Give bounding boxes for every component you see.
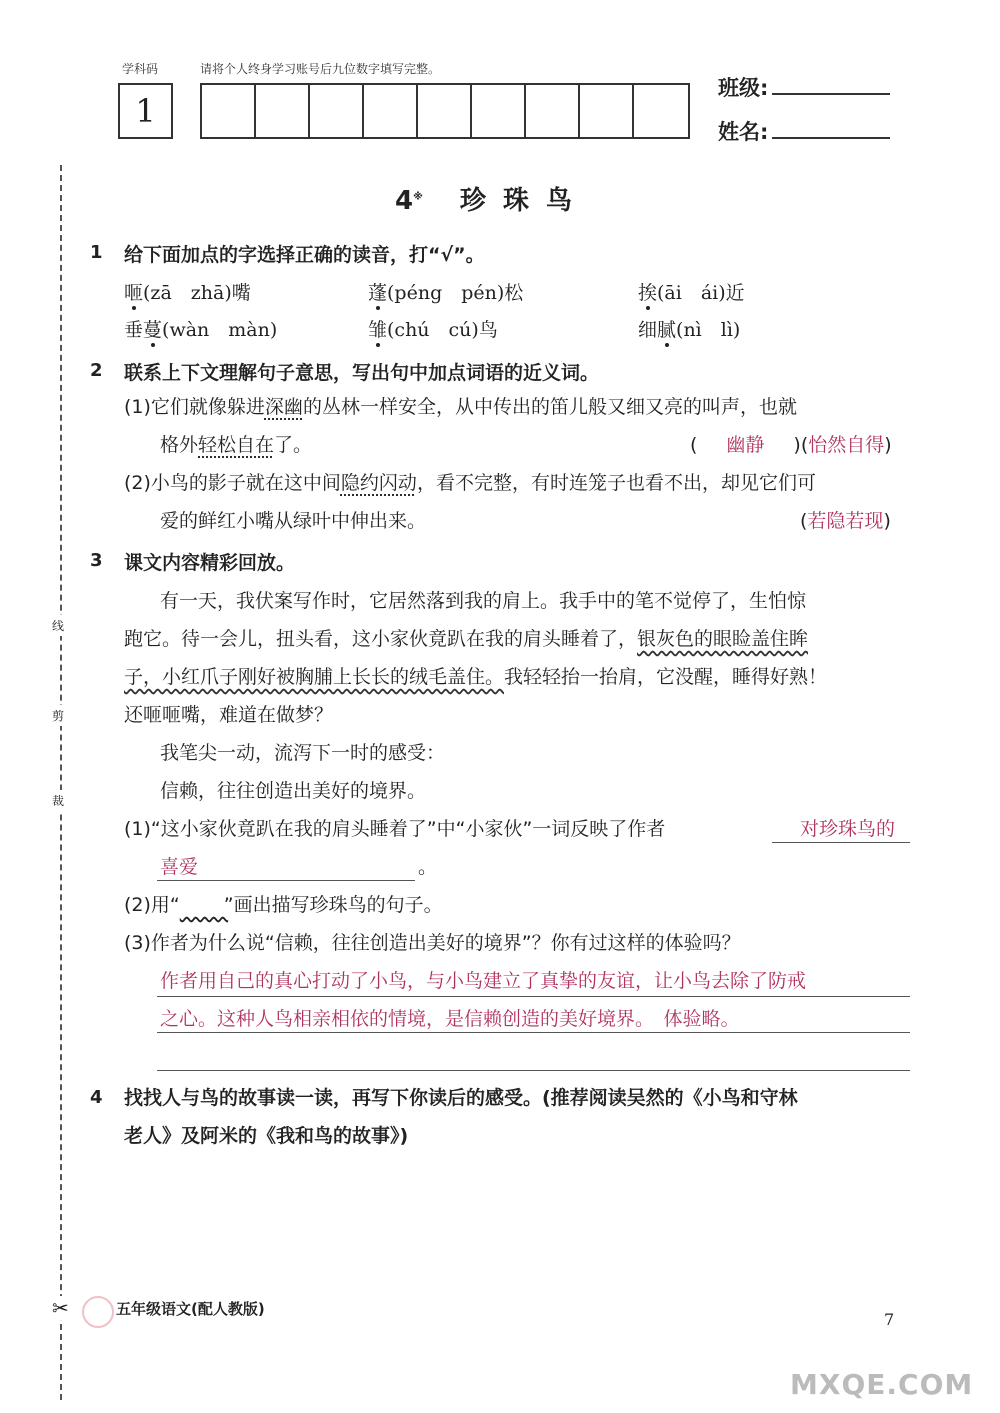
pinyin-options: (zā zhā) [143, 282, 232, 304]
name-field[interactable] [772, 137, 890, 139]
question-prompt: 给下面加点的字选择正确的读音，打“√”。 [124, 244, 485, 266]
sub-question-3: (3)作者为什么说“信赖，往往创造出美好的境界”？你有过这样的体验吗？ [124, 932, 741, 954]
answer-2: 怡然自得 [808, 434, 885, 456]
dotted-char: 咂 [124, 282, 144, 304]
sentence-1-cont: 格外轻松自在了。 [160, 434, 313, 456]
scissors-icon: ✂ [52, 1296, 69, 1320]
sub-question-1-end: 。 [418, 856, 438, 878]
question-number: 2 [90, 360, 103, 381]
digit-box[interactable] [256, 85, 310, 139]
digit-box[interactable] [580, 85, 634, 139]
question-prompt: 课文内容精彩回放。 [124, 552, 296, 574]
subject-code-box[interactable]: 1 [118, 83, 173, 139]
pinyin-options: (chú cú) [387, 319, 479, 341]
sub-answer-1b: 喜爱 [160, 856, 199, 878]
question-prompt: 找找人与鸟的故事读一读，再写下你读后的感受。(推荐阅读吴然的《小鸟和守林 [124, 1087, 798, 1109]
wavy-underlined-sentence: 银灰色的眼睑盖住眸 [637, 628, 809, 650]
answer-blanks-1[interactable]: ( 幽静 )(怡然自得) [690, 430, 892, 460]
question-number: 3 [90, 550, 103, 571]
dotted-char: 蓬 [368, 282, 388, 304]
answer-line[interactable] [157, 880, 415, 881]
pinyin-item[interactable]: 蓬(péng pén)松 [368, 282, 524, 304]
answer-line[interactable] [157, 996, 910, 997]
pinyin-item[interactable]: 挨(āi ái)近 [638, 282, 745, 304]
class-label: 班级: [718, 76, 769, 100]
sentence-2-cont: 爱的鲜红小嘴从绿叶中伸出来。 [160, 510, 427, 532]
answer-line[interactable] [157, 1032, 910, 1033]
answer-1: 幽静 [726, 434, 765, 456]
lesson-mark: ※ [413, 191, 423, 203]
passage-line: 子，小红爪子刚好被胸脯上长长的绒毛盖住。我轻轻抬一抬肩，它没醒，睡得好熟！ [124, 666, 828, 688]
dotted-char: 腻 [657, 319, 677, 341]
dotted-word: 轻松自在 [198, 434, 275, 456]
digit-box[interactable] [472, 85, 526, 139]
passage-line: 还咂咂嘴，难道在做梦？ [124, 704, 334, 726]
question-number: 1 [90, 242, 103, 263]
class-field[interactable] [772, 93, 890, 95]
digit-box[interactable] [634, 85, 688, 139]
question-prompt: 联系上下文理解句子意思，写出句中加点词语的近义词。 [124, 362, 600, 384]
answer-blank-2[interactable]: (若隐若现) [800, 510, 891, 532]
dotted-word: 隐约闪动 [340, 472, 417, 494]
passage-line: 信赖，往往创造出美好的境界。 [160, 780, 427, 802]
wavy-line-sample [180, 890, 224, 920]
lesson-number: 4 [395, 186, 414, 216]
name-label: 姓名: [718, 120, 769, 144]
sub-answer-3-line1: 作者用自己的真心打动了小鸟，与小鸟建立了真挚的友谊，让小鸟去除了防戒 [160, 970, 807, 992]
pinyin-options: (nì lì) [676, 319, 741, 341]
dotted-char: 挨 [638, 282, 658, 304]
question-number: 4 [90, 1087, 103, 1108]
lesson-name: 珍 珠 鸟 [459, 186, 576, 216]
passage-line: 跑它。待一会儿，扭头看，这小家伙竟趴在我的肩头睡着了，银灰色的眼睑盖住眸 [124, 628, 809, 650]
sub-question-2: (2)用“ ”画出描写珍珠鸟的句子。 [124, 890, 443, 920]
pinyin-options: (āi ái) [657, 282, 726, 304]
pinyin-item[interactable]: 雏(chú cú)鸟 [368, 319, 498, 341]
page-number: 7 [884, 1310, 895, 1329]
dotted-char: 雏 [368, 319, 388, 341]
passage-line: 有一天，我伏案写作时，它居然落到我的肩上。我手中的笔不觉停了，生怕惊 [160, 590, 807, 612]
account-digit-boxes [200, 83, 690, 139]
pinyin-item[interactable]: 咂(zā zhā)嘴 [124, 282, 251, 304]
answer-3: 若隐若现 [807, 510, 884, 532]
dotted-char: 蔓 [143, 319, 163, 341]
cut-line [60, 165, 62, 1400]
pinyin-item[interactable]: 细腻(nì lì) [638, 319, 741, 341]
subject-code-label: 学科码 [122, 62, 159, 76]
sub-answer-1a: 对珍珠鸟的 [800, 818, 896, 840]
pinyin-options: (péng pén) [387, 282, 505, 304]
digit-box[interactable] [526, 85, 580, 139]
digit-box[interactable] [202, 85, 256, 139]
account-instruction: 请将个人终身学习账号后九位数字填写完整。 [200, 62, 441, 76]
sentence-1: (1)它们就像躲进深幽的丛林一样安全，从中传出的笛儿般又细又亮的叫声，也就 [124, 396, 797, 418]
digit-box[interactable] [418, 85, 472, 139]
sentence-2: (2)小鸟的影子就在这中间隐约闪动，看不完整，有时连笼子也看不出，却见它们可 [124, 472, 816, 494]
cut-line-label-cut: 剪 [52, 705, 64, 726]
answer-line[interactable] [157, 1070, 910, 1071]
pinyin-options: (wàn màn) [162, 319, 278, 341]
lesson-title [395, 180, 576, 217]
passage-line: 我笔尖一动，流泻下一时的感受： [160, 742, 446, 764]
sub-question-1: (1)“这小家伙竟趴在我的肩头睡着了”中“小家伙”一词反映了作者 [124, 818, 666, 840]
digit-box[interactable] [364, 85, 418, 139]
watermark: MXQE.COM [790, 1368, 974, 1401]
logo-icon [82, 1296, 114, 1328]
answer-line[interactable] [772, 842, 910, 843]
question-prompt-cont: 老人》及阿米的《我和鸟的故事》) [124, 1125, 409, 1147]
cut-line-label-line: 线 [52, 615, 64, 636]
wavy-underlined-sentence: 子，小红爪子刚好被胸脯上长长的绒毛盖住。 [124, 666, 505, 688]
digit-box[interactable] [310, 85, 364, 139]
book-title: 五年级语文(配人教版) [116, 1300, 265, 1318]
cut-line-label-trim: 裁 [52, 790, 64, 811]
pinyin-item[interactable]: 垂蔓(wàn màn) [124, 319, 278, 341]
sub-answer-3-line2: 之心。这种人鸟相亲相依的情境，是信赖创造的美好境界。 体验略。 [160, 1008, 740, 1030]
dotted-word: 深幽 [264, 396, 303, 418]
